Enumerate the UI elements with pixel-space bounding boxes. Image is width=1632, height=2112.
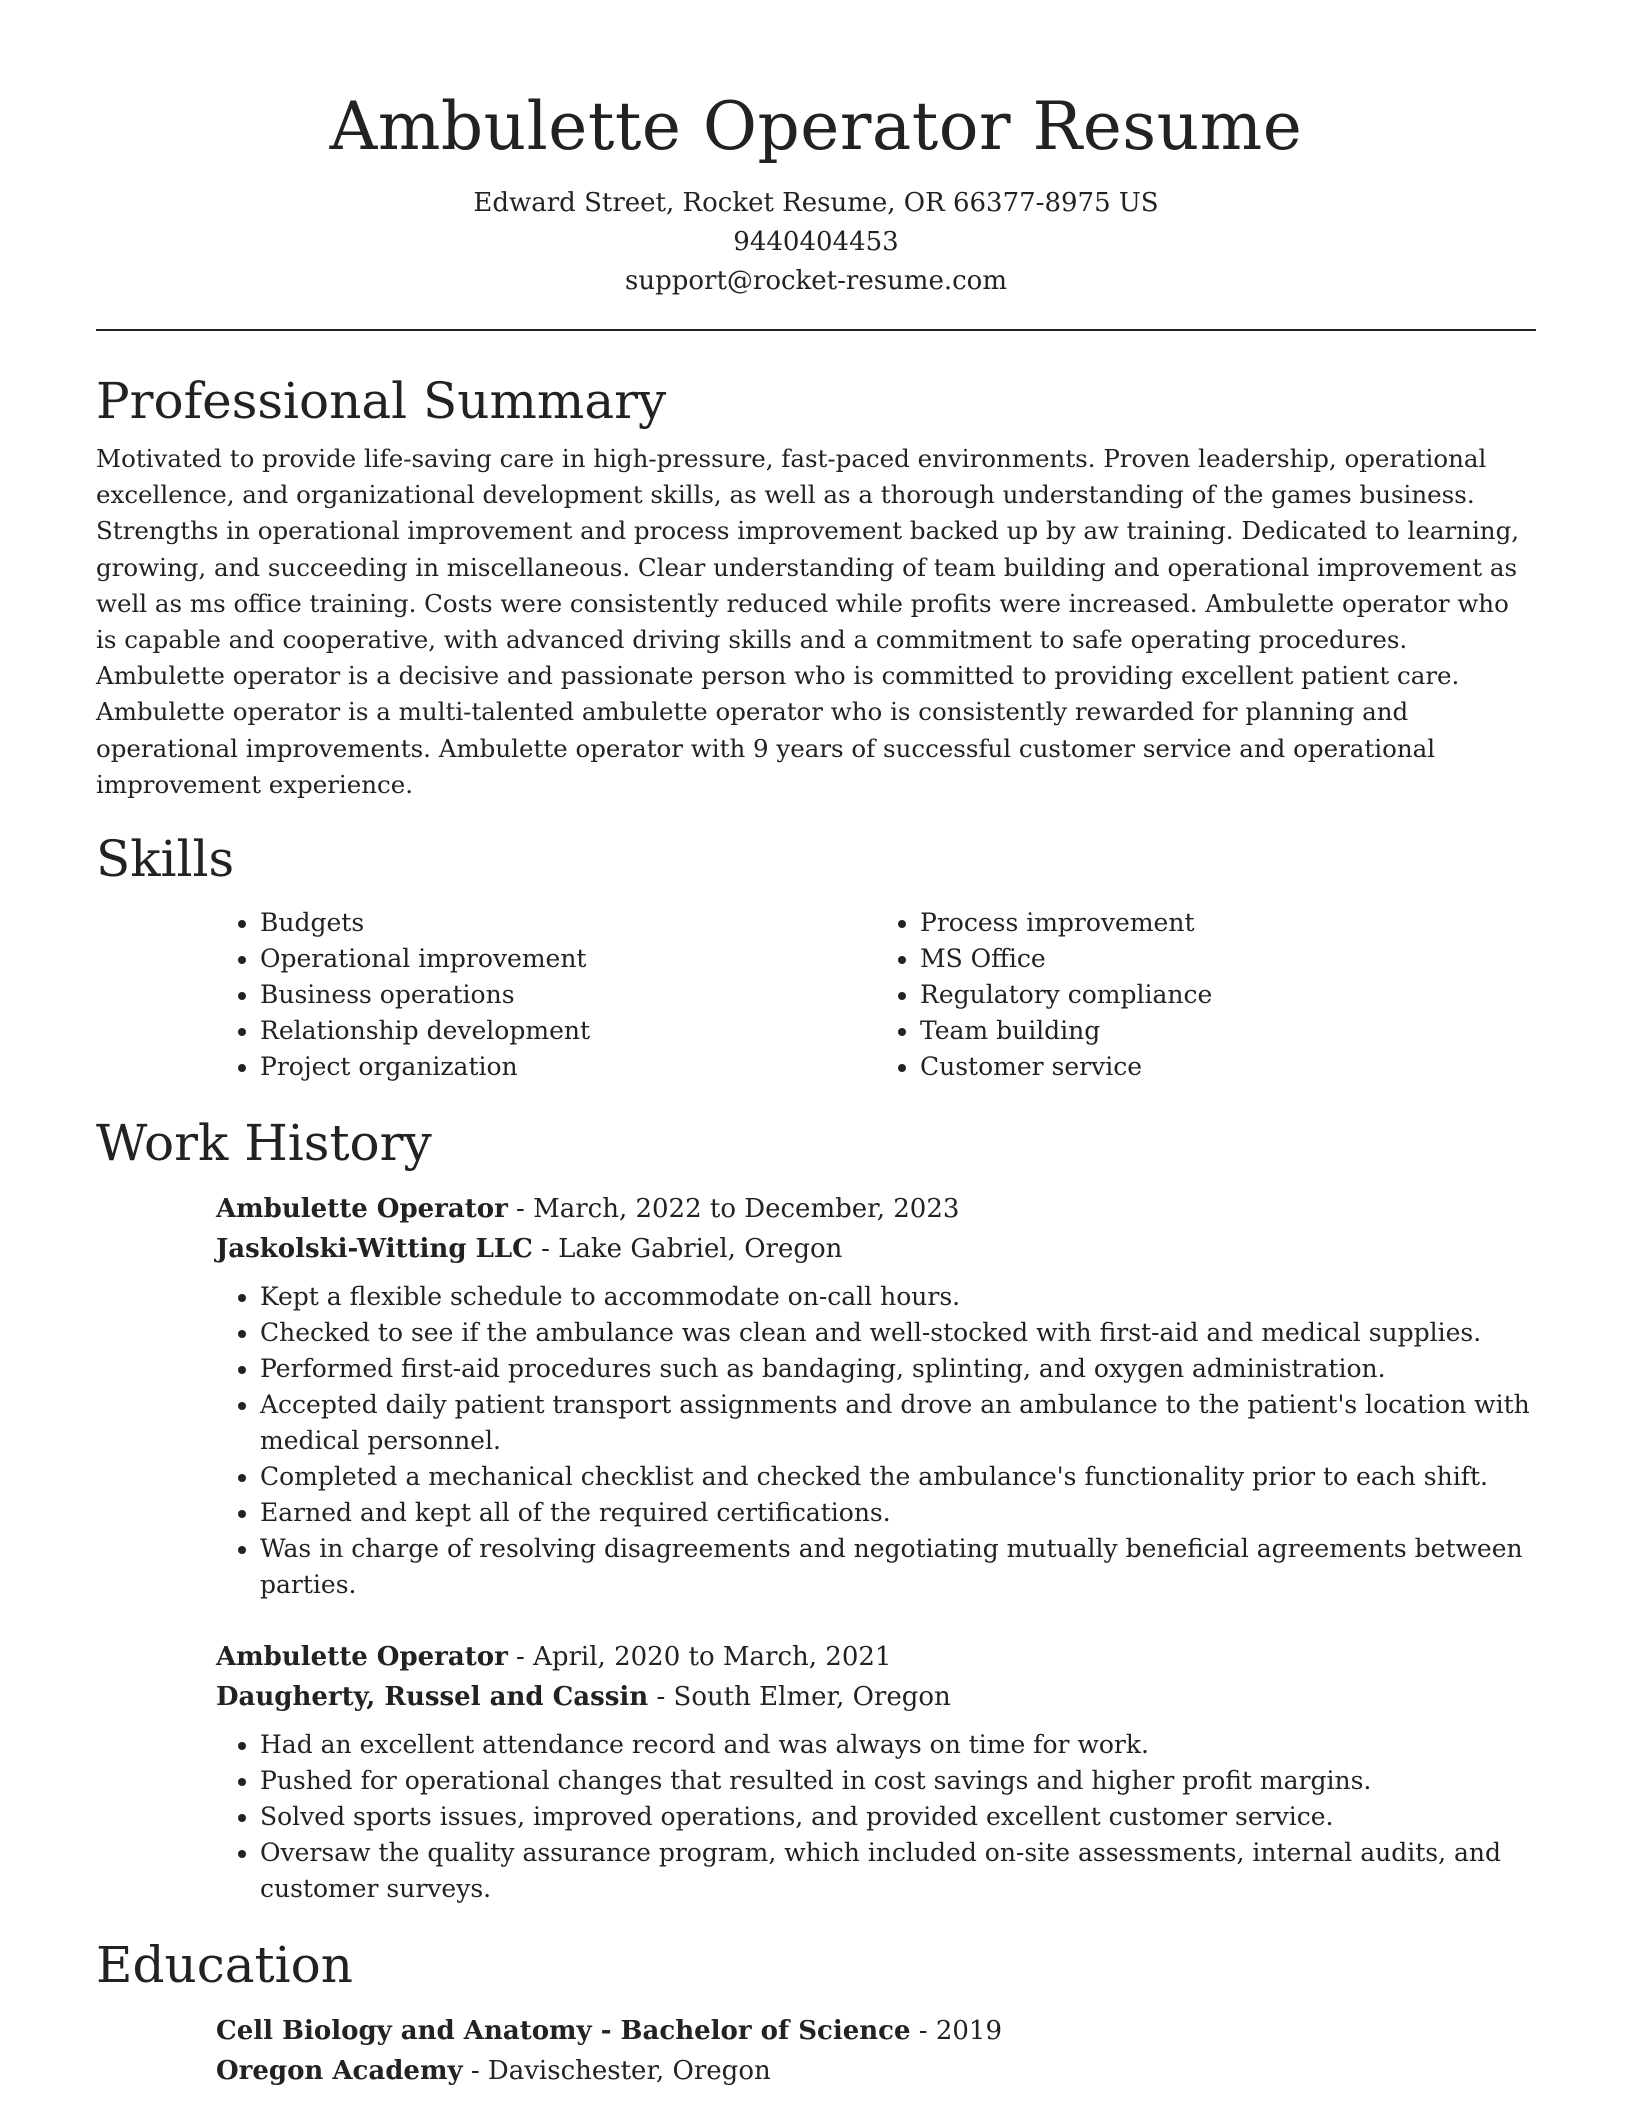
contact-phone: 9440404453 [733,227,899,257]
job-company-line [216,1229,1536,1269]
job-bullet: • Pushed for operational changes that resulted in cost savings and higher profit margins. [260,1763,1536,1799]
summary-heading: Professional Summary [96,372,667,430]
skill-item: • MS Office [920,941,1536,977]
job-entry [216,1637,1536,1907]
education-school-line [216,2051,1536,2091]
education-heading: Education [96,1936,353,1995]
job-bullet: • Checked to see if the ambulance was clean and well-stocked with first-aid and medical supplies. [260,1315,1536,1351]
skills-section [96,827,1536,1085]
job-company-line [216,1677,1536,1717]
work-history-heading: Work History [96,1114,432,1173]
job-role: Ambulette Operator [216,1642,508,1673]
job-bullets [216,1279,1536,1603]
skills-column-left [216,905,876,1085]
skill-item: • Customer service [920,1049,1536,1085]
contact-block [96,184,1536,301]
skills-heading: Skills [96,830,235,889]
education-section [96,1933,1536,2091]
skill-item: • Relationship development [260,1013,876,1049]
summary-section [96,369,1536,803]
resume-title: Ambulette Operator Resume [329,88,1303,165]
job-title-line [216,1189,1536,1229]
job-bullet: • Oversaw the quality assurance program, which included on-site assessments, internal audits, and customer surveys. [260,1835,1536,1907]
job-entry [216,1189,1536,1603]
contact-address: Edward Street, Rocket Resume, OR 66377-8975 US [473,188,1159,218]
job-bullet: • Kept a flexible schedule to accommodate on-call hours. [260,1279,1536,1315]
job-location: - Lake Gabriel, Oregon [532,1234,843,1265]
job-location: - South Elmer, Oregon [648,1682,951,1713]
job-bullet: • Was in charge of resolving disagreements and negotiating mutually beneficial agreements between parties. [260,1531,1536,1603]
education-degree-line [216,2011,1536,2051]
job-bullet: • Had an excellent attendance record and was always on time for work. [260,1727,1536,1763]
job-company: Daugherty, Russel and Cassin [216,1682,649,1713]
work-history-section [96,1111,1536,1907]
resume-page [96,0,1536,2091]
skill-item: • Budgets [260,905,876,941]
education-degree: Cell Biology and Anatomy - Bachelor of Science [216,2016,911,2047]
job-bullets [216,1727,1536,1907]
job-role: Ambulette Operator [216,1194,508,1225]
skill-item: • Operational improvement [260,941,876,977]
job-title-line [216,1637,1536,1677]
skills-columns [216,905,1536,1085]
skill-item: • Process improvement [920,905,1536,941]
job-bullet: • Accepted daily patient transport assignments and drove an ambulance to the patient's location with medical personnel. [260,1387,1536,1459]
education-year: - 2019 [910,2016,1002,2047]
contact-email: support@rocket-resume.com [624,266,1007,296]
skill-item: • Team building [920,1013,1536,1049]
education-entry [216,2011,1536,2091]
job-bullet: • Solved sports issues, improved operations, and provided excellent customer service. [260,1799,1536,1835]
job-bullet: • Completed a mechanical checklist and checked the ambulance's functionality prior to each shift. [260,1459,1536,1495]
education-school: Oregon Academy [216,2056,463,2087]
skill-item: • Regulatory compliance [920,977,1536,1013]
skill-item: • Project organization [260,1049,876,1085]
job-dates: - March, 2022 to December, 2023 [507,1194,960,1225]
job-bullet: • Earned and kept all of the required certifications. [260,1495,1536,1531]
job-company: Jaskolski-Witting LLC [216,1234,533,1265]
job-dates: - April, 2020 to March, 2021 [507,1642,892,1673]
skill-item: • Business operations [260,977,876,1013]
summary-text: Motivated to provide life-saving care in high-pressure, fast-paced environments. Proven leadership, operational excellence, and organizational development skills, as well as a thorough understanding of the games business. Strengths in operational improvement and process improvement backed up by aw training. Dedicated to learning, growing, and succeeding in miscellaneous. Clear understanding of team building and operational improvement as well as ms office training. Costs were consistently reduced while profits were increased. Ambulette operator who is capable and cooperative, with advanced driving skills and a commitment to safe operating procedures. Ambulette operator is a decisive and passionate person who is committed to providing excellent patient care. Ambulette operator is a multi-talented ambulette operator who is consistently rewarded for planning and operational improvements. Ambulette operator with 9 years of successful customer service and operational improvement experience. [96,444,1520,799]
resume-header [96,0,1536,301]
education-location: - Davischester, Oregon [462,2056,771,2087]
job-bullet: • Performed first-aid procedures such as bandaging, splinting, and oxygen administration. [260,1351,1536,1387]
skills-column-right [876,905,1536,1085]
header-divider [96,329,1536,331]
